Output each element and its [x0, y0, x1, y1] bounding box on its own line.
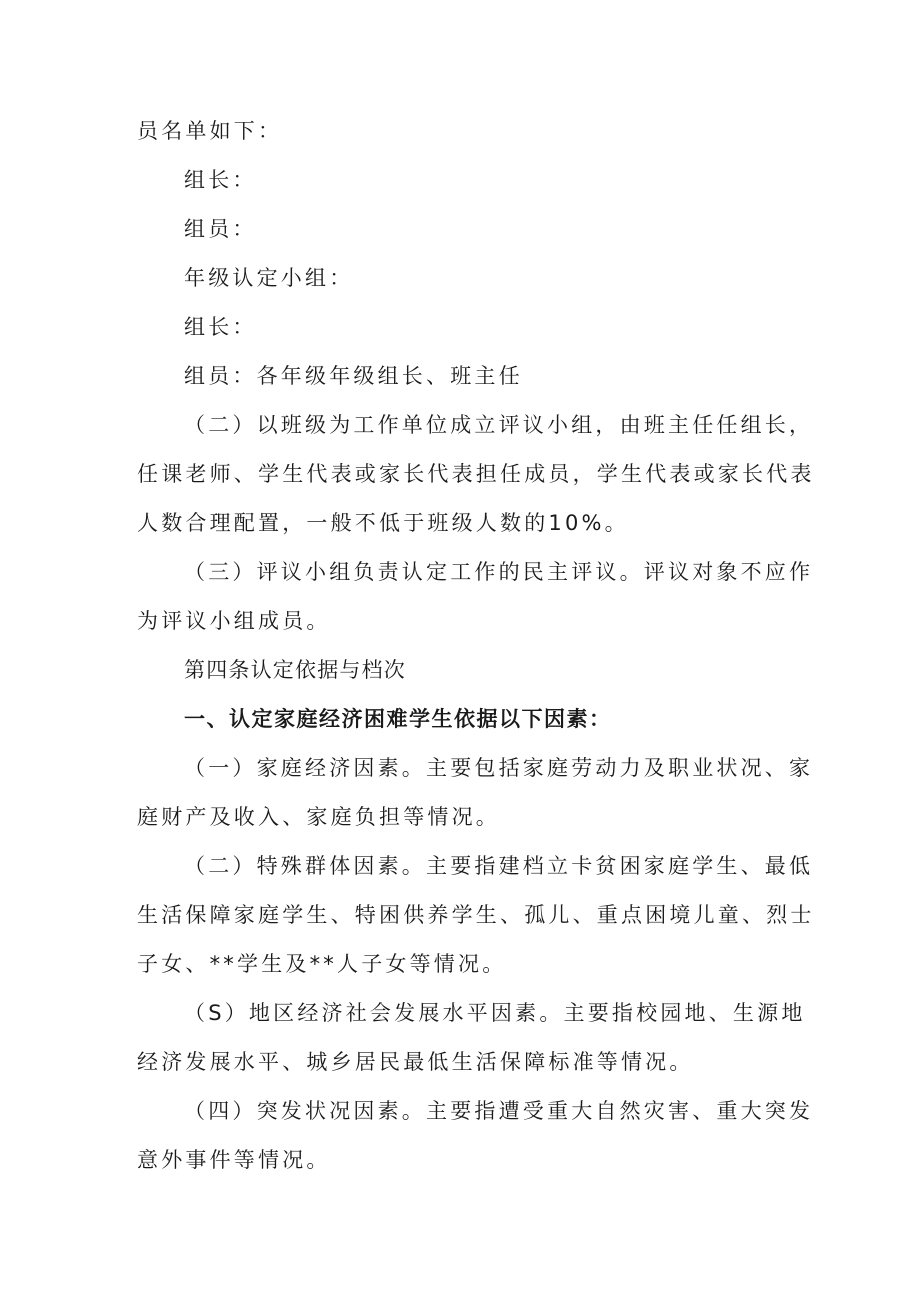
text-line-leader-1: 组长： [184, 168, 257, 192]
text-line-leader-2: 组长： [184, 315, 257, 339]
text-line-grade-group: 年级认定小组： [184, 266, 354, 290]
paragraph-two-line-1: （二）以班级为工作单位成立评议小组，由班主任任组长， [184, 413, 814, 437]
factor-four-line-1: （四）突发状况因素。主要指遭受重大自然灾害、重大突发 [184, 1099, 814, 1123]
factor-three-line-2: 经济发展水平、城乡居民最低生活保障标准等情况。 [137, 1050, 694, 1074]
factor-three-line-1: （S）地区经济社会发展水平因素。主要指校园地、生源地 [184, 1001, 806, 1025]
factor-two-line-1: （二）特殊群体因素。主要指建档立卡贫困家庭学生、最低 [184, 854, 814, 878]
factor-one-line-1: （一）家庭经济因素。主要包括家庭劳动力及职业状况、家 [184, 756, 814, 780]
factor-four-line-2: 意外事件等情况。 [137, 1148, 331, 1172]
article-four-heading: 第四条认定依据与档次 [184, 658, 406, 682]
factor-two-line-2: 生活保障家庭学生、特困供养学生、孤儿、重点困境儿童、烈士 [137, 903, 815, 927]
paragraph-three-line-1: （三）评议小组负责认定工作的民主评议。评议对象不应作 [184, 560, 814, 584]
paragraph-three-line-2: 为评议小组成员。 [137, 609, 331, 633]
paragraph-two-line-2: 任课老师、学生代表或家长代表担任成员，学生代表或家长代表 [137, 462, 815, 486]
text-line-member-list: 员名单如下： [137, 119, 283, 143]
text-line-members-1: 组员： [184, 217, 257, 241]
factor-two-line-3: 子女、**学生及**人子女等情况。 [137, 952, 507, 976]
text-line-members-2: 组员：各年级年级组长、班主任 [184, 364, 523, 388]
paragraph-two-line-3: 人数合理配置，一般不低于班级人数的10%。 [137, 511, 629, 535]
factor-one-line-2: 庭财产及收入、家庭负担等情况。 [137, 805, 500, 829]
section-one-heading: 一、认定家庭经济困难学生依据以下因素： [184, 707, 612, 731]
